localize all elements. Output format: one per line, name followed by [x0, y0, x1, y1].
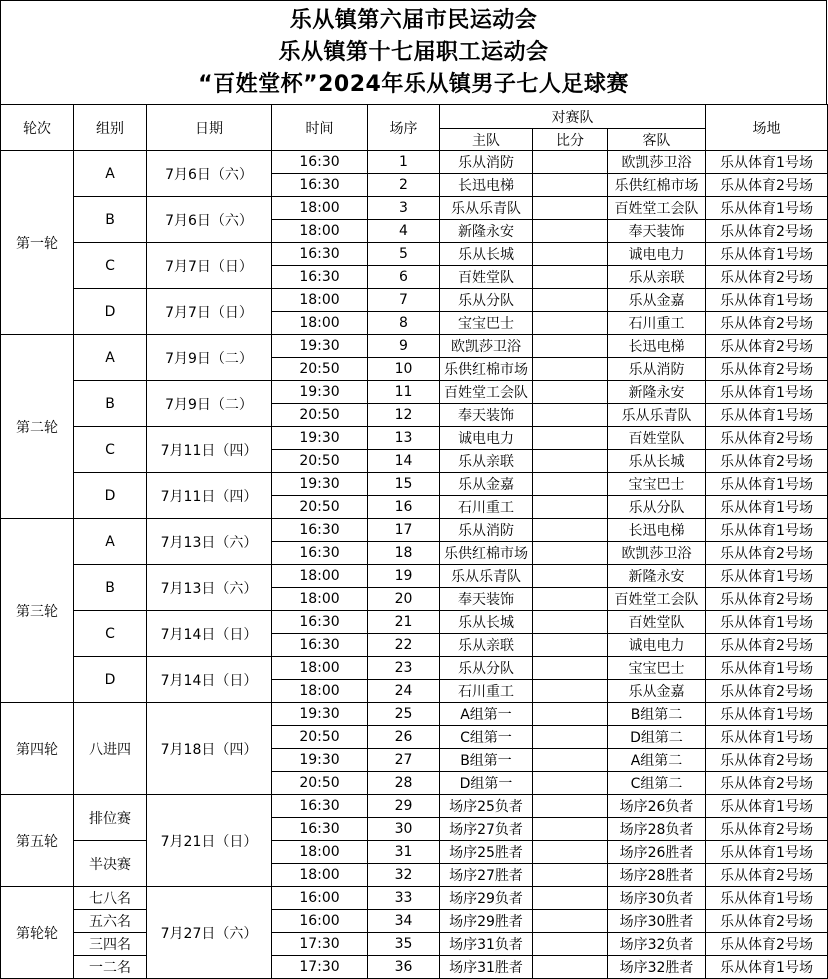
match-time: 18:00: [272, 197, 368, 220]
venue: 乐从体育1号场: [706, 243, 828, 266]
round-label: 第二轮: [1, 335, 74, 519]
header-match-no: 场序: [368, 105, 440, 151]
header-score: 比分: [533, 129, 608, 151]
match-number: 20: [368, 588, 440, 611]
away-team: 奉天装饰: [608, 220, 706, 243]
table-row: [1, 611, 828, 634]
venue: 乐从体育2号场: [706, 772, 828, 795]
match-time: 18:00: [272, 657, 368, 680]
home-team: 乐从金嘉: [440, 473, 533, 496]
score-cell: [533, 818, 608, 841]
match-time: 18:00: [272, 680, 368, 703]
table-row: [1, 473, 828, 496]
venue: 乐从体育2号场: [706, 910, 828, 933]
home-team: 场序29负者: [440, 887, 533, 910]
venue: 乐从体育1号场: [706, 703, 828, 726]
table-row: [1, 565, 828, 588]
home-team: 石川重工: [440, 680, 533, 703]
home-team: B组第一: [440, 749, 533, 772]
score-cell: [533, 795, 608, 818]
round-label: 第轮轮: [1, 887, 74, 979]
match-number: 36: [368, 956, 440, 979]
match-number: 32: [368, 864, 440, 887]
away-team: 百姓堂工会队: [608, 197, 706, 220]
venue: 乐从体育1号场: [706, 565, 828, 588]
score-cell: [533, 381, 608, 404]
home-team: 乐从乐青队: [440, 197, 533, 220]
group-label: B: [74, 565, 147, 611]
venue: 乐从体育1号场: [706, 611, 828, 634]
venue: 乐从体育2号场: [706, 634, 828, 657]
match-date: 7月6日（六）: [147, 151, 272, 197]
venue: 乐从体育2号场: [706, 680, 828, 703]
match-time: 20:50: [272, 496, 368, 519]
match-time: 16:30: [272, 634, 368, 657]
away-team: 场序28胜者: [608, 864, 706, 887]
score-cell: [533, 151, 608, 174]
match-time: 18:00: [272, 565, 368, 588]
home-team: 场序25负者: [440, 795, 533, 818]
venue: 乐从体育2号场: [706, 749, 828, 772]
table-row: [1, 427, 828, 450]
home-team: 乐从消防: [440, 151, 533, 174]
group-label: 五六名: [74, 910, 147, 933]
round-label: 第五轮: [1, 795, 74, 887]
score-cell: [533, 634, 608, 657]
match-time: 20:50: [272, 772, 368, 795]
venue: 乐从体育1号场: [706, 841, 828, 864]
score-cell: [533, 864, 608, 887]
match-date: 7月27日（六）: [147, 887, 272, 979]
round-label: 第四轮: [1, 703, 74, 795]
table-row: [1, 381, 828, 404]
away-team: 石川重工: [608, 312, 706, 335]
header-group: 组别: [74, 105, 147, 151]
match-time: 20:50: [272, 726, 368, 749]
away-team: 新隆永安: [608, 381, 706, 404]
score-cell: [533, 657, 608, 680]
score-cell: [533, 956, 608, 979]
match-time: 17:30: [272, 933, 368, 956]
away-team: 新隆永安: [608, 565, 706, 588]
match-number: 11: [368, 381, 440, 404]
venue: 乐从体育2号场: [706, 174, 828, 197]
score-cell: [533, 887, 608, 910]
home-team: 乐从亲联: [440, 450, 533, 473]
match-time: 18:00: [272, 220, 368, 243]
home-team: 新隆永安: [440, 220, 533, 243]
match-time: 18:00: [272, 289, 368, 312]
score-cell: [533, 335, 608, 358]
venue: 乐从体育1号场: [706, 496, 828, 519]
match-time: 19:30: [272, 335, 368, 358]
group-label: C: [74, 427, 147, 473]
match-date: 7月13日（六）: [147, 519, 272, 565]
home-team: 场序27胜者: [440, 864, 533, 887]
match-number: 17: [368, 519, 440, 542]
table-row: [1, 910, 828, 933]
home-team: 欧凯莎卫浴: [440, 335, 533, 358]
group-label: 八进四: [74, 703, 147, 795]
group-label: 七八名: [74, 887, 147, 910]
venue: 乐从体育1号场: [706, 887, 828, 910]
match-number: 6: [368, 266, 440, 289]
group-label: A: [74, 335, 147, 381]
match-date: 7月6日（六）: [147, 197, 272, 243]
match-time: 16:30: [272, 266, 368, 289]
table-row: [1, 197, 828, 220]
home-team: 乐供红棉市场: [440, 358, 533, 381]
match-number: 22: [368, 634, 440, 657]
home-team: 宝宝巴士: [440, 312, 533, 335]
match-date: 7月14日（日）: [147, 611, 272, 657]
away-team: 长迅电梯: [608, 335, 706, 358]
match-date: 7月18日（四）: [147, 703, 272, 795]
table-row: [1, 657, 828, 680]
home-team: 场序31负者: [440, 933, 533, 956]
header-date: 日期: [147, 105, 272, 151]
home-team: 奉天装饰: [440, 588, 533, 611]
match-number: 24: [368, 680, 440, 703]
score-cell: [533, 519, 608, 542]
home-team: A组第一: [440, 703, 533, 726]
venue: 乐从体育1号场: [706, 381, 828, 404]
score-cell: [533, 358, 608, 381]
home-team: 乐从消防: [440, 519, 533, 542]
away-team: 乐供红棉市场: [608, 174, 706, 197]
score-cell: [533, 220, 608, 243]
away-team: 乐从金嘉: [608, 289, 706, 312]
home-team: 乐供红棉市场: [440, 542, 533, 565]
away-team: 场序32负者: [608, 933, 706, 956]
match-number: 2: [368, 174, 440, 197]
group-label: C: [74, 611, 147, 657]
match-number: 29: [368, 795, 440, 818]
table-row: [1, 335, 828, 358]
away-team: 乐从长城: [608, 450, 706, 473]
away-team: 乐从金嘉: [608, 680, 706, 703]
group-label: A: [74, 151, 147, 197]
match-time: 16:00: [272, 887, 368, 910]
venue: 乐从体育1号场: [706, 519, 828, 542]
score-cell: [533, 404, 608, 427]
header-away: 客队: [608, 129, 706, 151]
match-date: 7月14日（日）: [147, 657, 272, 703]
away-team: 场序26负者: [608, 795, 706, 818]
away-team: 场序32胜者: [608, 956, 706, 979]
table-row: [1, 289, 828, 312]
home-team: 诚电电力: [440, 427, 533, 450]
group-label: D: [74, 289, 147, 335]
home-team: 乐从长城: [440, 611, 533, 634]
score-cell: [533, 496, 608, 519]
match-number: 18: [368, 542, 440, 565]
home-team: 长迅电梯: [440, 174, 533, 197]
venue: 乐从体育2号场: [706, 933, 828, 956]
match-time: 20:50: [272, 358, 368, 381]
match-date: 7月13日（六）: [147, 565, 272, 611]
away-team: 欧凯莎卫浴: [608, 151, 706, 174]
home-team: 百姓堂工会队: [440, 381, 533, 404]
score-cell: [533, 726, 608, 749]
venue: 乐从体育2号场: [706, 312, 828, 335]
schedule-body: [1, 151, 828, 979]
match-number: 16: [368, 496, 440, 519]
match-number: 3: [368, 197, 440, 220]
away-team: 欧凯莎卫浴: [608, 542, 706, 565]
group-label: C: [74, 243, 147, 289]
score-cell: [533, 841, 608, 864]
away-team: C组第二: [608, 772, 706, 795]
score-cell: [533, 266, 608, 289]
score-cell: [533, 542, 608, 565]
match-time: 16:30: [272, 519, 368, 542]
match-number: 35: [368, 933, 440, 956]
match-date: 7月7日（日）: [147, 289, 272, 335]
venue: 乐从体育2号场: [706, 427, 828, 450]
match-time: 16:30: [272, 818, 368, 841]
match-date: 7月7日（日）: [147, 243, 272, 289]
venue: 乐从体育1号场: [706, 289, 828, 312]
match-number: 30: [368, 818, 440, 841]
match-number: 33: [368, 887, 440, 910]
match-time: 18:00: [272, 312, 368, 335]
away-team: 百姓堂工会队: [608, 588, 706, 611]
group-label: 半决赛: [74, 841, 147, 887]
away-team: 乐从乐青队: [608, 404, 706, 427]
away-team: 宝宝巴士: [608, 473, 706, 496]
away-team: 乐从分队: [608, 496, 706, 519]
home-team: 场序25胜者: [440, 841, 533, 864]
group-label: 一二名: [74, 956, 147, 979]
title-line-2: 乐从镇第十七届职工运动会: [278, 40, 549, 65]
venue: 乐从体育1号场: [706, 404, 828, 427]
match-date: 7月11日（四）: [147, 427, 272, 473]
away-team: 百姓堂队: [608, 427, 706, 450]
header-venue: 场地: [706, 105, 828, 151]
score-cell: [533, 450, 608, 473]
match-time: 16:30: [272, 795, 368, 818]
score-cell: [533, 611, 608, 634]
match-number: 12: [368, 404, 440, 427]
venue: 乐从体育1号场: [706, 956, 828, 979]
match-number: 15: [368, 473, 440, 496]
match-number: 14: [368, 450, 440, 473]
table-row: [1, 243, 828, 266]
venue: 乐从体育1号场: [706, 197, 828, 220]
away-team: 场序30胜者: [608, 910, 706, 933]
score-cell: [533, 565, 608, 588]
match-time: 16:30: [272, 174, 368, 197]
table-row: [1, 795, 828, 818]
header-time: 时间: [272, 105, 368, 151]
score-cell: [533, 243, 608, 266]
match-number: 31: [368, 841, 440, 864]
venue: 乐从体育1号场: [706, 473, 828, 496]
venue: 乐从体育1号场: [706, 151, 828, 174]
table-row: [1, 956, 828, 979]
header-teams: 对赛队: [440, 105, 706, 129]
match-date: 7月9日（二）: [147, 335, 272, 381]
round-label: 第三轮: [1, 519, 74, 703]
match-time: 16:30: [272, 151, 368, 174]
score-cell: [533, 910, 608, 933]
table-row: [1, 519, 828, 542]
venue: 乐从体育2号场: [706, 864, 828, 887]
away-team: 场序26胜者: [608, 841, 706, 864]
away-team: D组第二: [608, 726, 706, 749]
match-number: 34: [368, 910, 440, 933]
match-number: 4: [368, 220, 440, 243]
score-cell: [533, 427, 608, 450]
title-line-1: 乐从镇第六届市民运动会: [289, 8, 538, 33]
table-row: [1, 841, 828, 864]
away-team: 诚电电力: [608, 634, 706, 657]
score-cell: [533, 588, 608, 611]
score-cell: [533, 680, 608, 703]
round-label: 第一轮: [1, 151, 74, 335]
group-label: B: [74, 197, 147, 243]
table-row: [1, 933, 828, 956]
venue: 乐从体育2号场: [706, 335, 828, 358]
venue: 乐从体育1号场: [706, 657, 828, 680]
match-number: 19: [368, 565, 440, 588]
away-team: B组第二: [608, 703, 706, 726]
match-time: 17:30: [272, 956, 368, 979]
away-team: A组第二: [608, 749, 706, 772]
score-cell: [533, 703, 608, 726]
table-row: [1, 151, 828, 174]
away-team: 场序30负者: [608, 887, 706, 910]
table-row: [1, 703, 828, 726]
score-cell: [533, 197, 608, 220]
home-team: 乐从乐青队: [440, 565, 533, 588]
score-cell: [533, 772, 608, 795]
away-team: 场序28负者: [608, 818, 706, 841]
score-cell: [533, 174, 608, 197]
venue: 乐从体育2号场: [706, 266, 828, 289]
home-team: 石川重工: [440, 496, 533, 519]
score-cell: [533, 289, 608, 312]
home-team: 场序31胜者: [440, 956, 533, 979]
venue: 乐从体育2号场: [706, 450, 828, 473]
venue: 乐从体育1号场: [706, 726, 828, 749]
header-round: 轮次: [1, 105, 74, 151]
away-team: 百姓堂队: [608, 611, 706, 634]
away-team: 宝宝巴士: [608, 657, 706, 680]
group-label: 三四名: [74, 933, 147, 956]
match-time: 18:00: [272, 864, 368, 887]
match-time: 19:30: [272, 381, 368, 404]
match-number: 5: [368, 243, 440, 266]
match-number: 9: [368, 335, 440, 358]
match-number: 8: [368, 312, 440, 335]
home-team: 奉天装饰: [440, 404, 533, 427]
table-row: [1, 887, 828, 910]
score-cell: [533, 473, 608, 496]
venue: 乐从体育2号场: [706, 358, 828, 381]
venue: 乐从体育2号场: [706, 588, 828, 611]
match-number: 10: [368, 358, 440, 381]
schedule-table: [0, 104, 828, 979]
match-date: 7月9日（二）: [147, 381, 272, 427]
match-time: 16:30: [272, 611, 368, 634]
match-time: 16:30: [272, 542, 368, 565]
group-label: D: [74, 657, 147, 703]
match-date: 7月21日（日）: [147, 795, 272, 887]
match-number: 13: [368, 427, 440, 450]
match-number: 23: [368, 657, 440, 680]
match-number: 25: [368, 703, 440, 726]
match-number: 1: [368, 151, 440, 174]
group-label: A: [74, 519, 147, 565]
group-label: D: [74, 473, 147, 519]
title-line-3: “百姓堂杯”2024年乐从镇男子七人足球赛: [198, 72, 629, 97]
home-team: 乐从分队: [440, 657, 533, 680]
home-team: D组第一: [440, 772, 533, 795]
match-time: 18:00: [272, 841, 368, 864]
home-team: 乐从长城: [440, 243, 533, 266]
match-time: 20:50: [272, 404, 368, 427]
home-team: 场序29胜者: [440, 910, 533, 933]
home-team: 场序27负者: [440, 818, 533, 841]
match-time: 16:00: [272, 910, 368, 933]
score-cell: [533, 933, 608, 956]
away-team: 诚电电力: [608, 243, 706, 266]
group-label: B: [74, 381, 147, 427]
match-date: 7月11日（四）: [147, 473, 272, 519]
match-time: 19:30: [272, 749, 368, 772]
match-time: 18:00: [272, 588, 368, 611]
match-number: 28: [368, 772, 440, 795]
home-team: C组第一: [440, 726, 533, 749]
header-home: 主队: [440, 129, 533, 151]
venue: 乐从体育2号场: [706, 818, 828, 841]
venue: 乐从体育1号场: [706, 795, 828, 818]
venue: 乐从体育2号场: [706, 220, 828, 243]
score-cell: [533, 749, 608, 772]
group-label: 排位赛: [74, 795, 147, 841]
away-team: 乐从亲联: [608, 266, 706, 289]
home-team: 乐从分队: [440, 289, 533, 312]
away-team: 乐从消防: [608, 358, 706, 381]
home-team: 乐从亲联: [440, 634, 533, 657]
home-team: 百姓堂队: [440, 266, 533, 289]
match-number: 21: [368, 611, 440, 634]
match-number: 27: [368, 749, 440, 772]
match-number: 26: [368, 726, 440, 749]
venue: 乐从体育2号场: [706, 542, 828, 565]
title-block: [0, 0, 827, 105]
match-number: 7: [368, 289, 440, 312]
match-time: 20:50: [272, 450, 368, 473]
score-cell: [533, 312, 608, 335]
away-team: 长迅电梯: [608, 519, 706, 542]
match-time: 19:30: [272, 703, 368, 726]
match-time: 19:30: [272, 473, 368, 496]
match-time: 16:30: [272, 243, 368, 266]
match-time: 19:30: [272, 427, 368, 450]
